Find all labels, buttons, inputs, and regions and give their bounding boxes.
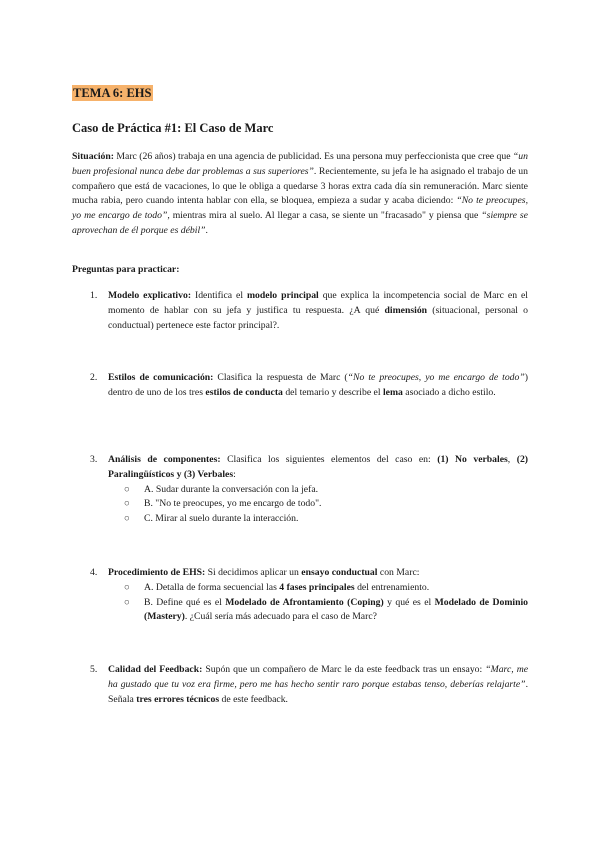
circle-bullet-icon: ○	[124, 498, 130, 510]
italic-quote: “siempre se aprovechan de él porque es débil”	[72, 210, 528, 236]
text-run: del temario y describe el	[282, 386, 383, 398]
situation-label: Situación:	[72, 151, 114, 162]
question-label: Calidad del Feedback:	[108, 664, 203, 675]
list-item-text: C. Mirar al suelo durante la interacción.	[144, 513, 299, 525]
text-run: Si decidimos aplicar un	[205, 567, 302, 578]
question-number: 2.	[90, 372, 98, 383]
text-run: Identifica el	[191, 290, 247, 301]
text-run: . ¿Cuál sería más adecuado para el caso de Marc?	[184, 611, 377, 623]
text-run: A. Detalla de forma secuencial las	[144, 581, 280, 593]
bold-term: estilos de conducta	[205, 386, 283, 398]
question-number: 1.	[90, 290, 98, 301]
question-number: 5.	[90, 664, 98, 675]
text-run: y qué es el	[383, 596, 435, 608]
list-item	[108, 512, 528, 527]
list-item-text: B. "No te preocupes, yo me encargo de todo".	[144, 498, 322, 510]
case-title: Caso de Práctica #1: El Caso de Marc	[72, 121, 274, 135]
list-item-text	[144, 596, 528, 626]
question-body	[108, 663, 528, 707]
question-3	[90, 453, 528, 527]
circle-bullet-icon: ○	[124, 483, 130, 495]
bold-term: Modelado de Dominio (Mastery)	[144, 596, 528, 623]
bold-term: modelo principal	[246, 290, 319, 301]
question-label: Análisis de componentes:	[108, 454, 221, 465]
bold-term: 4 fases principales	[279, 581, 355, 593]
bold-term: dimensión	[384, 304, 428, 316]
bold-term: tres errores técnicos	[136, 693, 220, 705]
list-item-text: A. Sudar durante la conversación con la jefa.	[144, 483, 319, 495]
text-run: del entrenamiento.	[354, 581, 430, 593]
question-label: Modelo explicativo:	[108, 290, 192, 301]
situation-paragraph	[72, 150, 528, 239]
text-run: . Señala	[108, 678, 528, 705]
italic-quote: “un buen profesional nunca debe dar problemas a sus superiores”	[72, 151, 528, 177]
question-label: Procedimiento de EHS:	[108, 567, 206, 578]
question-body	[108, 371, 528, 401]
text-run: con Marc:	[377, 567, 420, 578]
italic-quote: “No te preocupes, yo me encargo de todo”	[347, 372, 525, 383]
question-1	[90, 289, 528, 333]
text-run: Supón que un compañero de Marc le da este feedback tras un ensayo:	[202, 664, 486, 675]
text-run: asociado a dicho estilo.	[402, 386, 496, 398]
text-run: que explica la incompetencia social de Marc en el momento de hablar con su jefa y justifica tu respuesta. ¿A qué	[108, 290, 528, 316]
text-run: ,	[507, 454, 517, 465]
text-run: :	[233, 468, 236, 480]
circle-bullet-icon: ○	[124, 513, 130, 525]
bold-term: lema	[382, 386, 403, 398]
question-body	[108, 289, 528, 333]
text-run: Clasifica la respuesta de Marc (	[213, 372, 348, 383]
question-body	[108, 566, 528, 581]
question-number: 4.	[90, 567, 98, 578]
text-run: Marc (26 años) trabaja en una agencia de publicidad. Es una persona muy perfeccionista que cree que	[114, 151, 513, 162]
italic-quote: “Marc, me ha gustado que tu voz era firme, pero me has hecho sentir raro porque estabas tenso, deberías relajarte”	[108, 664, 528, 690]
question-number: 3.	[90, 454, 98, 465]
topic-heading: TEMA 6: EHS	[73, 86, 152, 100]
question-5	[90, 663, 528, 707]
text-run: , mientras mira al suelo. Al llegar a casa, se siente un "fracasado" y piensa que	[167, 210, 482, 222]
bold-term: (2) Paralingüísticos y (3) Verbales	[108, 454, 529, 480]
text-run: .	[205, 224, 208, 236]
list-item	[108, 483, 528, 498]
question-2	[90, 371, 528, 401]
text-run: de este feedback.	[219, 693, 288, 705]
questions-heading: Preguntas para practicar:	[72, 264, 180, 275]
question-label: Estilos de comunicación:	[108, 372, 214, 383]
question-body	[108, 453, 528, 483]
text-run: ) dentro de uno de los tres	[108, 372, 528, 398]
list-item-text	[144, 581, 528, 596]
italic-quote: “No te preocupes, yo me encargo de todo”	[72, 195, 529, 222]
text-run: Clasifica los siguientes elementos del caso en:	[220, 454, 438, 465]
text-run: (situacional, personal o conductual) pertenece este factor principal?.	[108, 304, 529, 331]
circle-bullet-icon: ○	[124, 596, 130, 608]
circle-bullet-icon: ○	[124, 581, 130, 593]
bold-term: (1) No verbales	[437, 454, 508, 465]
question-4	[90, 566, 528, 625]
text-run: B. Define qué es el	[144, 596, 226, 608]
list-item	[108, 596, 528, 626]
list-item	[108, 581, 528, 596]
bold-term: Modelado de Afrontamiento (Coping)	[225, 596, 384, 608]
text-run: . Recientemente, su jefa le ha asignado el trabajo de un compañero que está de vacaciones, lo que le obliga a quedarse 3 horas extra cada día sin remuneración. Marc siente mucha rabia, pero cuando intenta hablar con ella, se bloquea, empieza a sudar y acaba diciendo:	[72, 165, 528, 207]
list-item	[108, 497, 528, 512]
bold-term: ensayo conductual	[301, 567, 378, 578]
